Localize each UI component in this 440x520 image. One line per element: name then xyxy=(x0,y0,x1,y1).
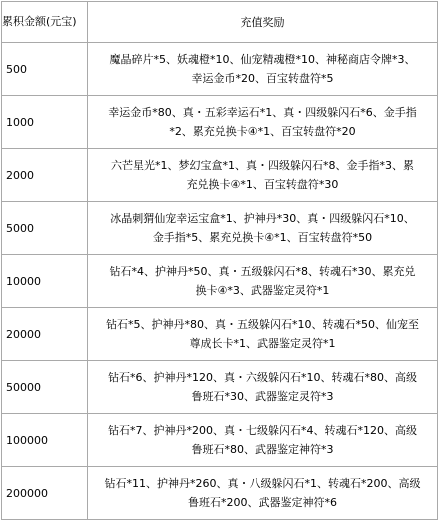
reward-line: 鲁班石*30、武器鉴定灵符*3 xyxy=(191,390,334,403)
reward-line: 魔晶碎片*5、妖魂橙*10、仙宠精魂橙*10、神秘商店令牌*3、 xyxy=(109,53,416,66)
reward-line: 幸运金币*20、百宝转盘符*5 xyxy=(191,72,334,85)
amount-cell: 10000 xyxy=(2,255,88,308)
reward-cell xyxy=(88,43,438,96)
amount-cell: 500 xyxy=(2,43,88,96)
table-row xyxy=(2,467,438,520)
amount-cell: 100000 xyxy=(2,414,88,467)
reward-line: 幸运金币*80、真・五彩幸运石*1、真・四级躲闪石*6、金手指 xyxy=(108,106,417,119)
amount-cell: 20000 xyxy=(2,308,88,361)
reward-cell xyxy=(88,149,438,202)
reward-line: 换卡④*3、武器鉴定灵符*1 xyxy=(195,284,330,297)
reward-line: 鲁班石*200、武器鉴定神符*6 xyxy=(188,496,337,509)
reward-line: 充兑换卡④*1、百宝转盘符*30 xyxy=(186,178,339,191)
table-row xyxy=(2,149,438,202)
reward-cell xyxy=(88,467,438,520)
reward-line: 钻石*5、护神丹*80、真・五级躲闪石*10、转魂石*50、仙宠至 xyxy=(106,318,419,331)
header-reward: 充值奖励 xyxy=(88,2,438,43)
table-row xyxy=(2,255,438,308)
table-row xyxy=(2,414,438,467)
table-row xyxy=(2,361,438,414)
amount-cell: 2000 xyxy=(2,149,88,202)
reward-cell xyxy=(88,202,438,255)
reward-cell xyxy=(88,255,438,308)
reward-line: 鲁班石*80、武器鉴定神符*3 xyxy=(191,443,334,456)
reward-line: 冰晶刺猬仙宠幸运宝盒*1、护神丹*30、真・四级躲闪石*10、 xyxy=(110,212,415,225)
reward-line: *2、累充兑换卡④*1、百宝转盘符*20 xyxy=(169,125,356,138)
reward-table xyxy=(1,1,438,520)
reward-line: 钻石*7、护神丹*200、真・七级躲闪石*4、转魂石*120、高级 xyxy=(108,424,417,437)
reward-line: 尊成长卡*1、武器鉴定灵符*1 xyxy=(189,337,336,350)
table-header-row xyxy=(2,2,438,43)
reward-line: 钻石*4、护神丹*50、真・五级躲闪石*8、转魂石*30、累充兑 xyxy=(109,265,416,278)
table-row xyxy=(2,43,438,96)
reward-table-body xyxy=(2,2,438,520)
table-row xyxy=(2,202,438,255)
reward-cell xyxy=(88,361,438,414)
reward-line: 钻石*11、护神丹*260、真・八级躲闪石*1、转魂石*200、高级 xyxy=(104,477,421,490)
amount-cell: 50000 xyxy=(2,361,88,414)
reward-cell xyxy=(88,96,438,149)
reward-line: 六芒星光*1、梦幻宝盒*1、真・四级躲闪石*8、金手指*3、累 xyxy=(111,159,414,172)
header-amount: 累积金额(元宝) xyxy=(2,2,88,43)
reward-line: 钻石*6、护神丹*120、真・六级躲闪石*10、转魂石*80、高级 xyxy=(108,371,417,384)
table-row xyxy=(2,308,438,361)
amount-cell: 5000 xyxy=(2,202,88,255)
reward-line: 金手指*5、累充兑换卡④*1、百宝转盘符*50 xyxy=(152,231,373,244)
amount-cell: 1000 xyxy=(2,96,88,149)
table-row xyxy=(2,96,438,149)
reward-cell xyxy=(88,414,438,467)
amount-cell: 200000 xyxy=(2,467,88,520)
reward-cell xyxy=(88,308,438,361)
